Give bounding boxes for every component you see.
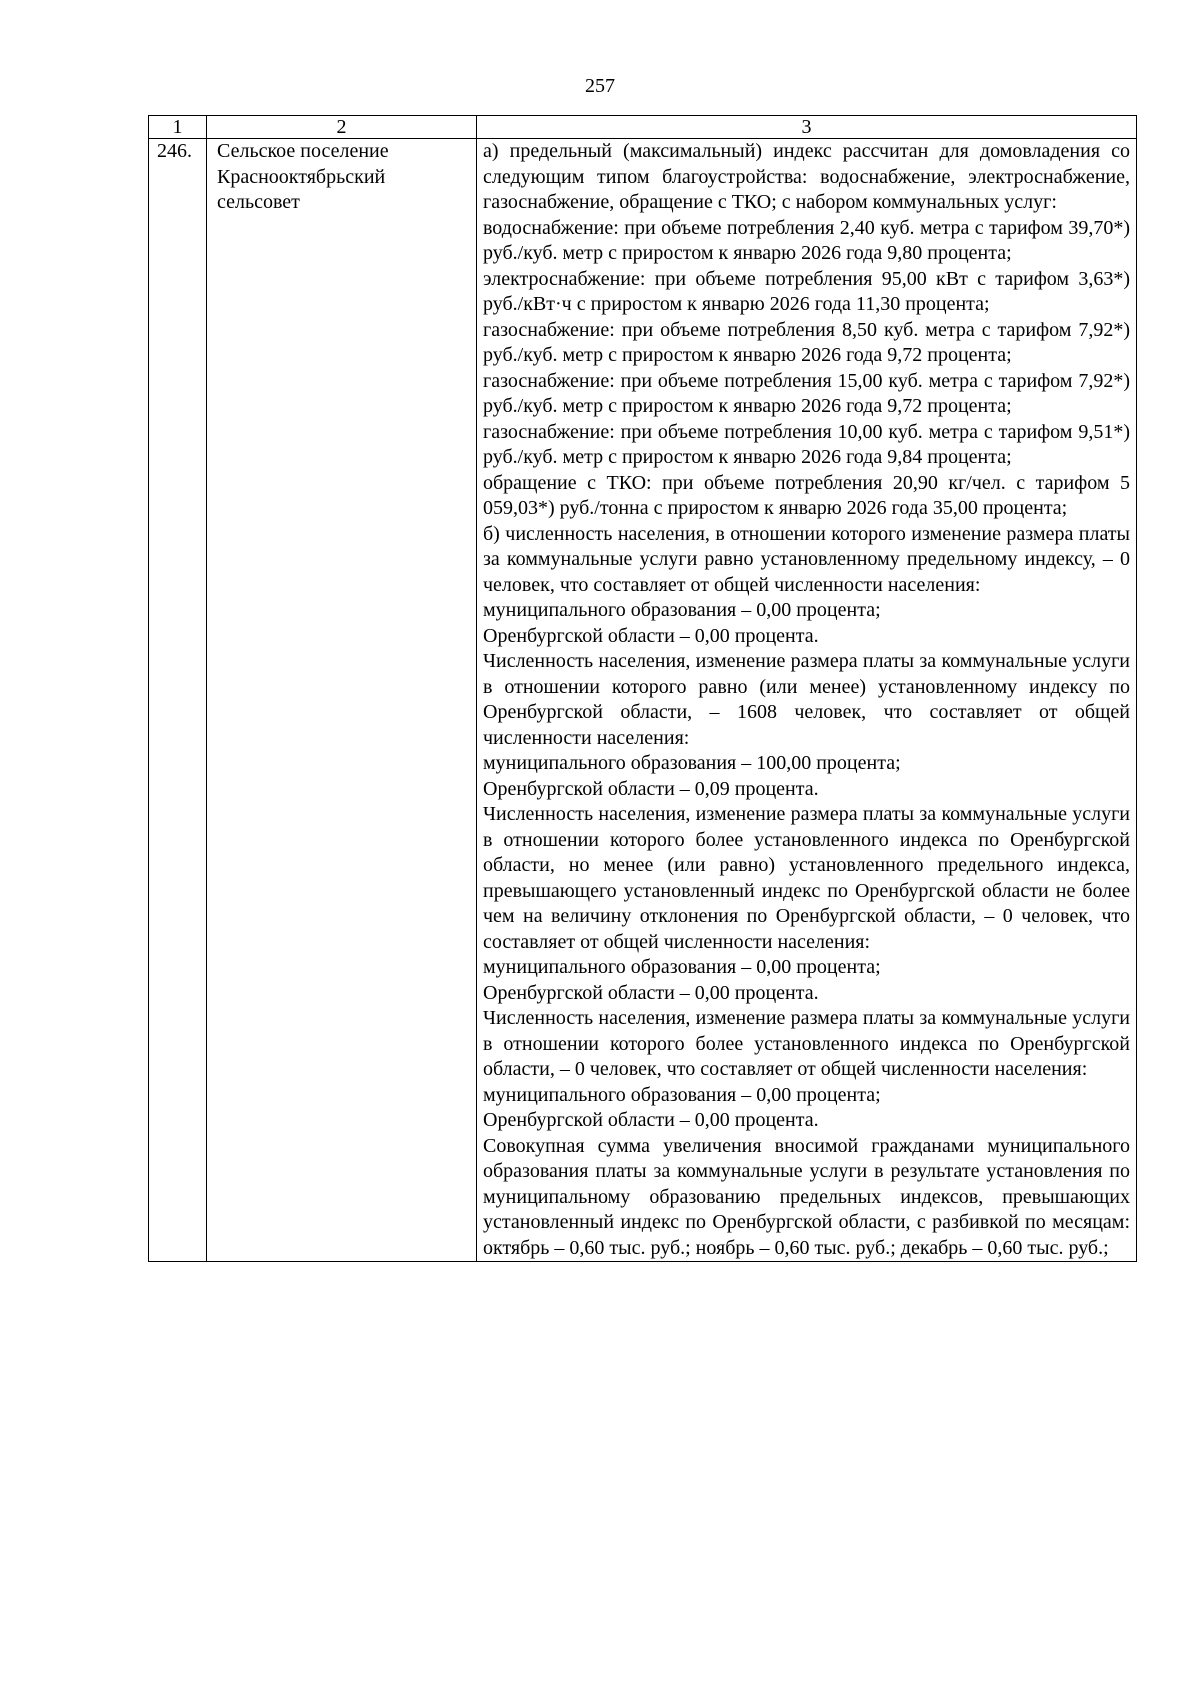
municipality-name <box>207 139 477 1262</box>
paragraph-region-share: Оренбургской области – 0,00 процента. <box>483 624 819 647</box>
paragraph-region-share: Оренбургской области – 0,09 процента. <box>483 777 819 800</box>
index-description <box>477 139 1137 1262</box>
table-row <box>149 139 1137 1262</box>
paragraph-municipal-share: муниципального образования – 100,00 процента; <box>483 752 901 774</box>
paragraph-gas-supply: газоснабжение: при объеме потребления 8,50 куб. метра с тарифом 7,92*) руб./куб. метр с приростом к январю 2026 года 9,72 процента; <box>483 318 1130 366</box>
document-table <box>148 115 1137 1262</box>
paragraph-total-increase: Совокупная сумма увеличения вносимой гражданами муниципального образования платы за коммунальные услуги в результате установления по муниципальному образованию предельных индексов, превышающих установленный индекс по Оренбургской области, с разбивкой по месяцам: октябрь – 0,60 тыс. руб.; ноябрь – 0,60 тыс. руб.; декабрь – 0,60 тыс. руб.; <box>483 1134 1130 1259</box>
paragraph-gas-supply: газоснабжение: при объеме потребления 10,00 куб. метра с тарифом 9,51*) руб./куб. метр с приростом к январю 2026 года 9,84 процента; <box>483 420 1130 468</box>
paragraph-population-between: Численность населения, изменение размера платы за коммунальные услуги в отношении которого более установленного индекса по Оренбургской области, но менее (или равно) установленного предельного индекса, превышающего установленный индекс по Оренбургской области не более чем на величину отклонения по Оренбургской области, – 0 человек, что составляет от общей численности населения: <box>483 803 1130 953</box>
paragraph-gas-supply: газоснабжение: при объеме потребления 15,00 куб. метра с тарифом 7,92*) руб./куб. метр с приростом к январю 2026 года 9,72 процента; <box>483 369 1130 417</box>
paragraph-electricity: электроснабжение: при объеме потребления 95,00 кВт с тарифом 3,63*) руб./кВт·ч с приростом к январю 2026 года 11,30 процента; <box>483 267 1130 315</box>
paragraph-municipal-share: муниципального образования – 0,00 процента; <box>483 599 881 621</box>
paragraph-index-intro: а) предельный (максимальный) индекс рассчитан для домовладения со следующим типом благоустройства: водоснабжение, электроснабжение, газоснабжение, обращение с ТКО; с набором коммунальных услуг: <box>483 140 1130 213</box>
municipality-name-line: Сельское поселение <box>217 140 389 162</box>
paragraph-municipal-share: муниципального образования – 0,00 процента; <box>483 1083 881 1106</box>
paragraph-population-equal: б) численность населения, в отношении которого изменение размера платы за коммунальные услуги равно установленному предельному индексу, – 0 человек, что составляет от общей численности населения: <box>483 522 1130 596</box>
paragraph-population-less: Численность населения, изменение размера платы за коммунальные услуги в отношении которого равно (или менее) установленному индексу по Оренбургской области, – 1608 человек, что составляет от общей численности населения: <box>483 650 1130 749</box>
column-header-3: 3 <box>477 116 1137 139</box>
paragraph-water-supply: водоснабжение: при объеме потребления 2,40 куб. метра с тарифом 39,70*) руб./куб. метр с приростом к январю 2026 года 9,80 процента; <box>483 216 1130 264</box>
column-header-1: 1 <box>149 116 207 139</box>
table-header-row <box>149 116 1137 139</box>
column-header-2: 2 <box>207 116 477 139</box>
municipality-name-line: Краснооктябрьский <box>217 165 386 188</box>
municipality-name-line: сельсовет <box>217 191 300 213</box>
paragraph-waste-management: обращение с ТКО: при объеме потребления 20,90 кг/чел. с тарифом 5 059,03*) руб./тонна с приростом к январю 2026 года 35,00 процента; <box>483 471 1130 519</box>
paragraph-region-share: Оренбургской области – 0,00 процента. <box>483 981 819 1004</box>
paragraph-population-more: Численность населения, изменение размера платы за коммунальные услуги в отношении которого более установленного индекса по Оренбургской области, – 0 человек, что составляет от общей численности населения: <box>483 1007 1130 1080</box>
page-number: 257 <box>585 75 615 97</box>
paragraph-municipal-share: муниципального образования – 0,00 процента; <box>483 956 881 978</box>
paragraph-region-share: Оренбургской области – 0,00 процента. <box>483 1109 819 1131</box>
row-number: 246. <box>149 139 207 1262</box>
